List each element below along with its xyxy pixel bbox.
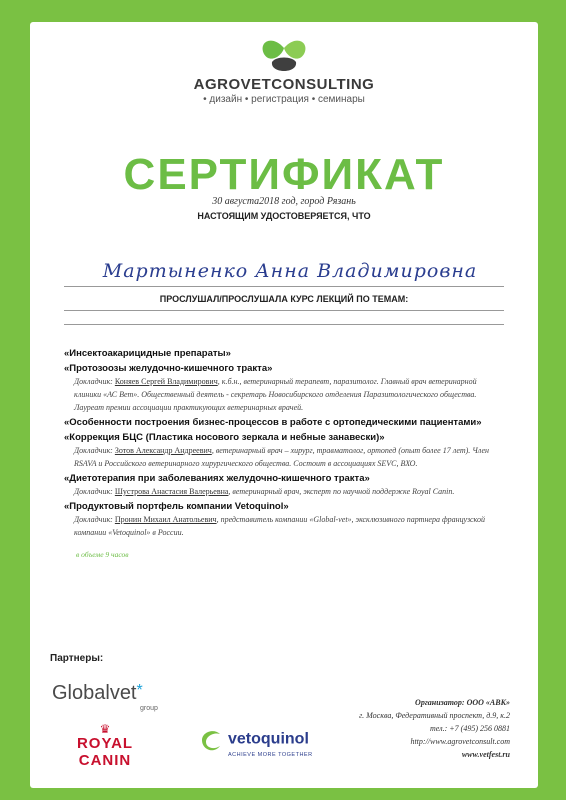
speaker-info: , ветеринарный врач, эксперт по научной поддержке Royal Canin. bbox=[228, 487, 455, 496]
speaker-line bbox=[74, 444, 504, 470]
list-item bbox=[64, 501, 504, 539]
topic-title: «Диетотерапия при заболеваниях желудочно-кишечного тракта» bbox=[64, 473, 370, 484]
organizer-website: http://www.agrovetconsult.com bbox=[410, 737, 510, 746]
brand-name: AGROVETCONSULTING bbox=[193, 76, 375, 93]
apple-leaf-icon bbox=[254, 34, 314, 74]
asterisk-icon: * bbox=[136, 682, 143, 699]
organizer-address: г. Москва, Федеративный проспект, д.9, к.2 bbox=[359, 711, 510, 720]
organizer-block bbox=[359, 696, 510, 761]
heard-rule-2 bbox=[64, 324, 504, 325]
organizer-site2: www.vetfest.ru bbox=[461, 750, 510, 759]
topic-title: «Коррекция БЦС (Пластика носового зеркала и небные занавески)» bbox=[64, 432, 385, 443]
heard-rule-1 bbox=[64, 310, 504, 311]
certificate-sheet bbox=[30, 22, 538, 788]
list-item bbox=[64, 432, 504, 470]
speaker-info: , к.б.н., ветеринарный терапевт, паразитолог. Главный врач ветеринарной клиники «АС Вет». Общественный деятель - секретарь Новосибирского отделения Паразитологического общества. Лауреат премии ассоциации практикующих ветеринарных врачей. bbox=[74, 377, 477, 412]
list-item bbox=[64, 473, 504, 498]
speaker-line bbox=[74, 375, 504, 414]
royal-canin-logo bbox=[50, 722, 160, 769]
list-item bbox=[64, 417, 504, 429]
topic-title: «Особенности построения бизнес-процессов в работе с ортопедическими пациентами» bbox=[64, 417, 482, 428]
speaker-name: Зотов Александр Андреевич bbox=[114, 446, 212, 455]
swoosh-icon bbox=[200, 728, 224, 752]
globalvet-sub: group bbox=[140, 705, 158, 712]
vetoquinol-logo bbox=[200, 728, 313, 758]
topic-title: «Протозоозы желудочно-кишечного тракта» bbox=[64, 363, 273, 374]
speaker-prefix: Докладчик: bbox=[74, 487, 113, 496]
topic-title: «Продуктовый портфель компании Vetoquinol» bbox=[64, 501, 289, 512]
organizer-line: Организатор: ООО «АВК» bbox=[415, 698, 510, 707]
heard-line: ПРОСЛУШАЛ/ПРОСЛУШАЛА КУРС ЛЕКЦИЙ ПО ТЕМАМ: bbox=[159, 294, 409, 304]
vetoquinol-name: vetoquinol bbox=[228, 730, 309, 748]
speaker-name: Пронин Михаил Анатольевич bbox=[114, 515, 217, 524]
list-item bbox=[64, 348, 504, 360]
certifies-line: НАСТОЯЩИМ УДОСТОВЕРЯЕТСЯ, ЧТО bbox=[197, 211, 371, 221]
organizer-phone: тел.: +7 (495) 256 0881 bbox=[429, 724, 510, 733]
speaker-prefix: Докладчик: bbox=[74, 446, 113, 455]
crown-icon: ♛ bbox=[99, 722, 111, 736]
royal-canin-name: ROYAL CANIN bbox=[76, 735, 134, 769]
name-underline bbox=[64, 286, 504, 287]
list-item bbox=[64, 363, 504, 414]
brand-tagline: • дизайн • регистрация • семинары bbox=[203, 94, 365, 105]
globalvet-logo bbox=[52, 682, 143, 705]
certificate-title: СЕРТИФИКАТ bbox=[123, 150, 445, 199]
globalvet-name: Globalvet bbox=[52, 682, 137, 704]
speaker-line bbox=[74, 513, 504, 539]
date-line: 30 августа2018 год, город Рязань bbox=[212, 196, 356, 207]
topic-title: «Инсектоакарицидные препараты» bbox=[64, 348, 231, 359]
speaker-name: Шустрова Анастасия Валерьевна bbox=[114, 487, 229, 496]
topics-list bbox=[64, 345, 504, 539]
speaker-info: , ветеринарный врач – хирург, травматолог, ортопед (опыт более 17 лет). Член RSAVA и Российского ветеринарного хирургического общества. Состоит в ассоциациях SEVC, ВХО. bbox=[74, 446, 489, 468]
hours-note: в объеме 9 часов bbox=[76, 550, 129, 559]
speaker-info: , представитель компании «Global-vet», эксклюзивного партнера французской компании «Vetoquinol» в России. bbox=[74, 515, 485, 537]
speaker-prefix: Докладчик: bbox=[74, 377, 113, 386]
recipient-name: Мартыненко Анна Владимировна bbox=[102, 260, 478, 282]
speaker-name: Коняев Сергей Владимирович bbox=[114, 377, 218, 386]
speaker-prefix: Докладчик: bbox=[74, 515, 113, 524]
speaker-line bbox=[74, 485, 504, 498]
logo bbox=[30, 34, 538, 105]
partners-label: Партнеры: bbox=[50, 653, 104, 664]
vetoquinol-tagline: ACHIEVE MORE TOGETHER bbox=[228, 752, 313, 758]
